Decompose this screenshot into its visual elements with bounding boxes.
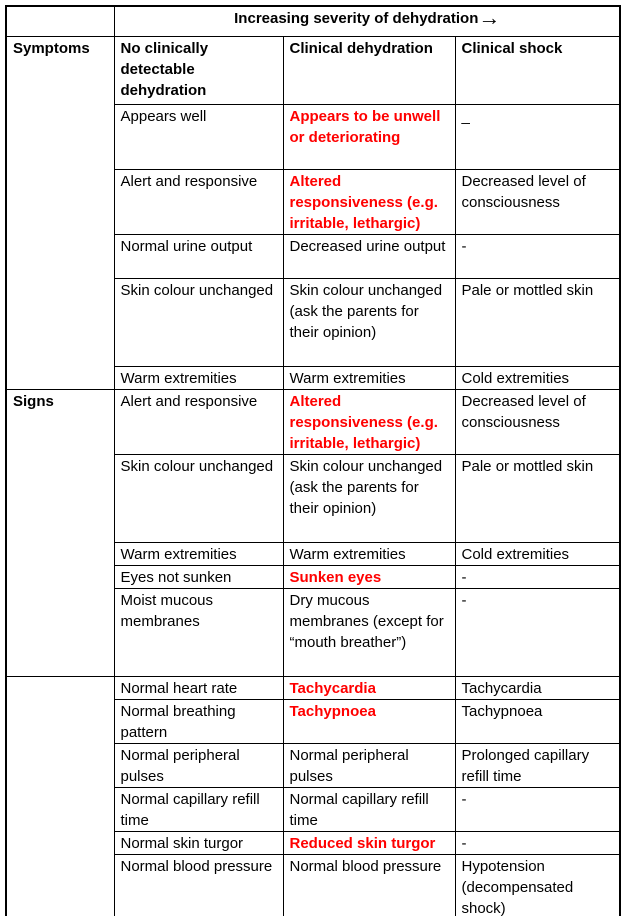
table-cell: Tachypnoea [455,699,620,743]
table-cell: Normal peripheral pulses [283,743,455,787]
table-cell: Altered responsiveness (e.g. irritable, lethargic) [283,169,455,234]
table-cell: _ [455,104,620,169]
table-cell: Normal capillary refill time [114,787,283,831]
table-body [6,6,620,916]
table-cell: Decreased level of consciousness [455,169,620,234]
table-cell: Cold extremities [455,366,620,389]
severity-header-label: Increasing severity of dehydration [234,10,479,27]
table-cell: Tachycardia [455,676,620,699]
table-cell: Normal peripheral pulses [114,743,283,787]
table-cell: Skin colour unchanged [114,278,283,366]
table-cell: No clinically detectable dehydration [114,36,283,104]
table-cell: Dry mucous membranes (except for “mouth breather”) [283,588,455,676]
table-cell: Appears to be unwell or deteriorating [283,104,455,169]
table-cell: - [455,588,620,676]
table-cell: Cold extremities [455,542,620,565]
table-cell: Normal blood pressure [283,854,455,916]
table-cell: Prolonged capillary refill time [455,743,620,787]
table-row [6,676,620,699]
table-cell: Alert and responsive [114,169,283,234]
table-cell: Normal capillary refill time [283,787,455,831]
table-cell: Tachycardia [283,676,455,699]
table-cell: Skin colour unchanged (ask the parents for their opinion) [283,454,455,542]
group-label-cell: Signs [6,389,114,676]
table-cell: Warm extremities [114,542,283,565]
corner-cell [6,6,114,36]
table-cell: Normal heart rate [114,676,283,699]
table-cell: Normal urine output [114,234,283,278]
table-cell: Eyes not sunken [114,565,283,588]
group-label-cell [6,676,114,916]
table-cell: - [455,565,620,588]
table-cell: Pale or mottled skin [455,454,620,542]
table-cell: Warm extremities [283,542,455,565]
table-cell: Normal blood pressure [114,854,283,916]
table-cell: Reduced skin turgor [283,831,455,854]
table-cell: Appears well [114,104,283,169]
table-cell: Pale or mottled skin [455,278,620,366]
table-cell: Hypotension (decompensated shock) [455,854,620,916]
table-cell: Skin colour unchanged [114,454,283,542]
table-cell: Normal breathing pattern [114,699,283,743]
table-cell: Sunken eyes [283,565,455,588]
table-cell: Normal skin turgor [114,831,283,854]
table-cell: Skin colour unchanged (ask the parents for their opinion) [283,278,455,366]
table-cell: Decreased urine output [283,234,455,278]
table-cell: - [455,234,620,278]
table-cell: Altered responsiveness (e.g. irritable, lethargic) [283,389,455,454]
table-cell: Warm extremities [283,366,455,389]
table-cell: Warm extremities [114,366,283,389]
table-cell: Alert and responsive [114,389,283,454]
table-row [6,389,620,454]
table-cell: Clinical shock [455,36,620,104]
table-cell: Decreased level of consciousness [455,389,620,454]
table-cell: - [455,787,620,831]
table-cell: - [455,831,620,854]
severity-header-cell [114,6,620,36]
table-cell: Moist mucous membranes [114,588,283,676]
table-row [6,36,620,104]
group-label-cell: Symptoms [6,36,114,389]
table-cell: Clinical dehydration [283,36,455,104]
right-arrow-icon: → [478,6,501,30]
table-cell: Tachypnoea [283,699,455,743]
dehydration-severity-table [5,5,621,916]
